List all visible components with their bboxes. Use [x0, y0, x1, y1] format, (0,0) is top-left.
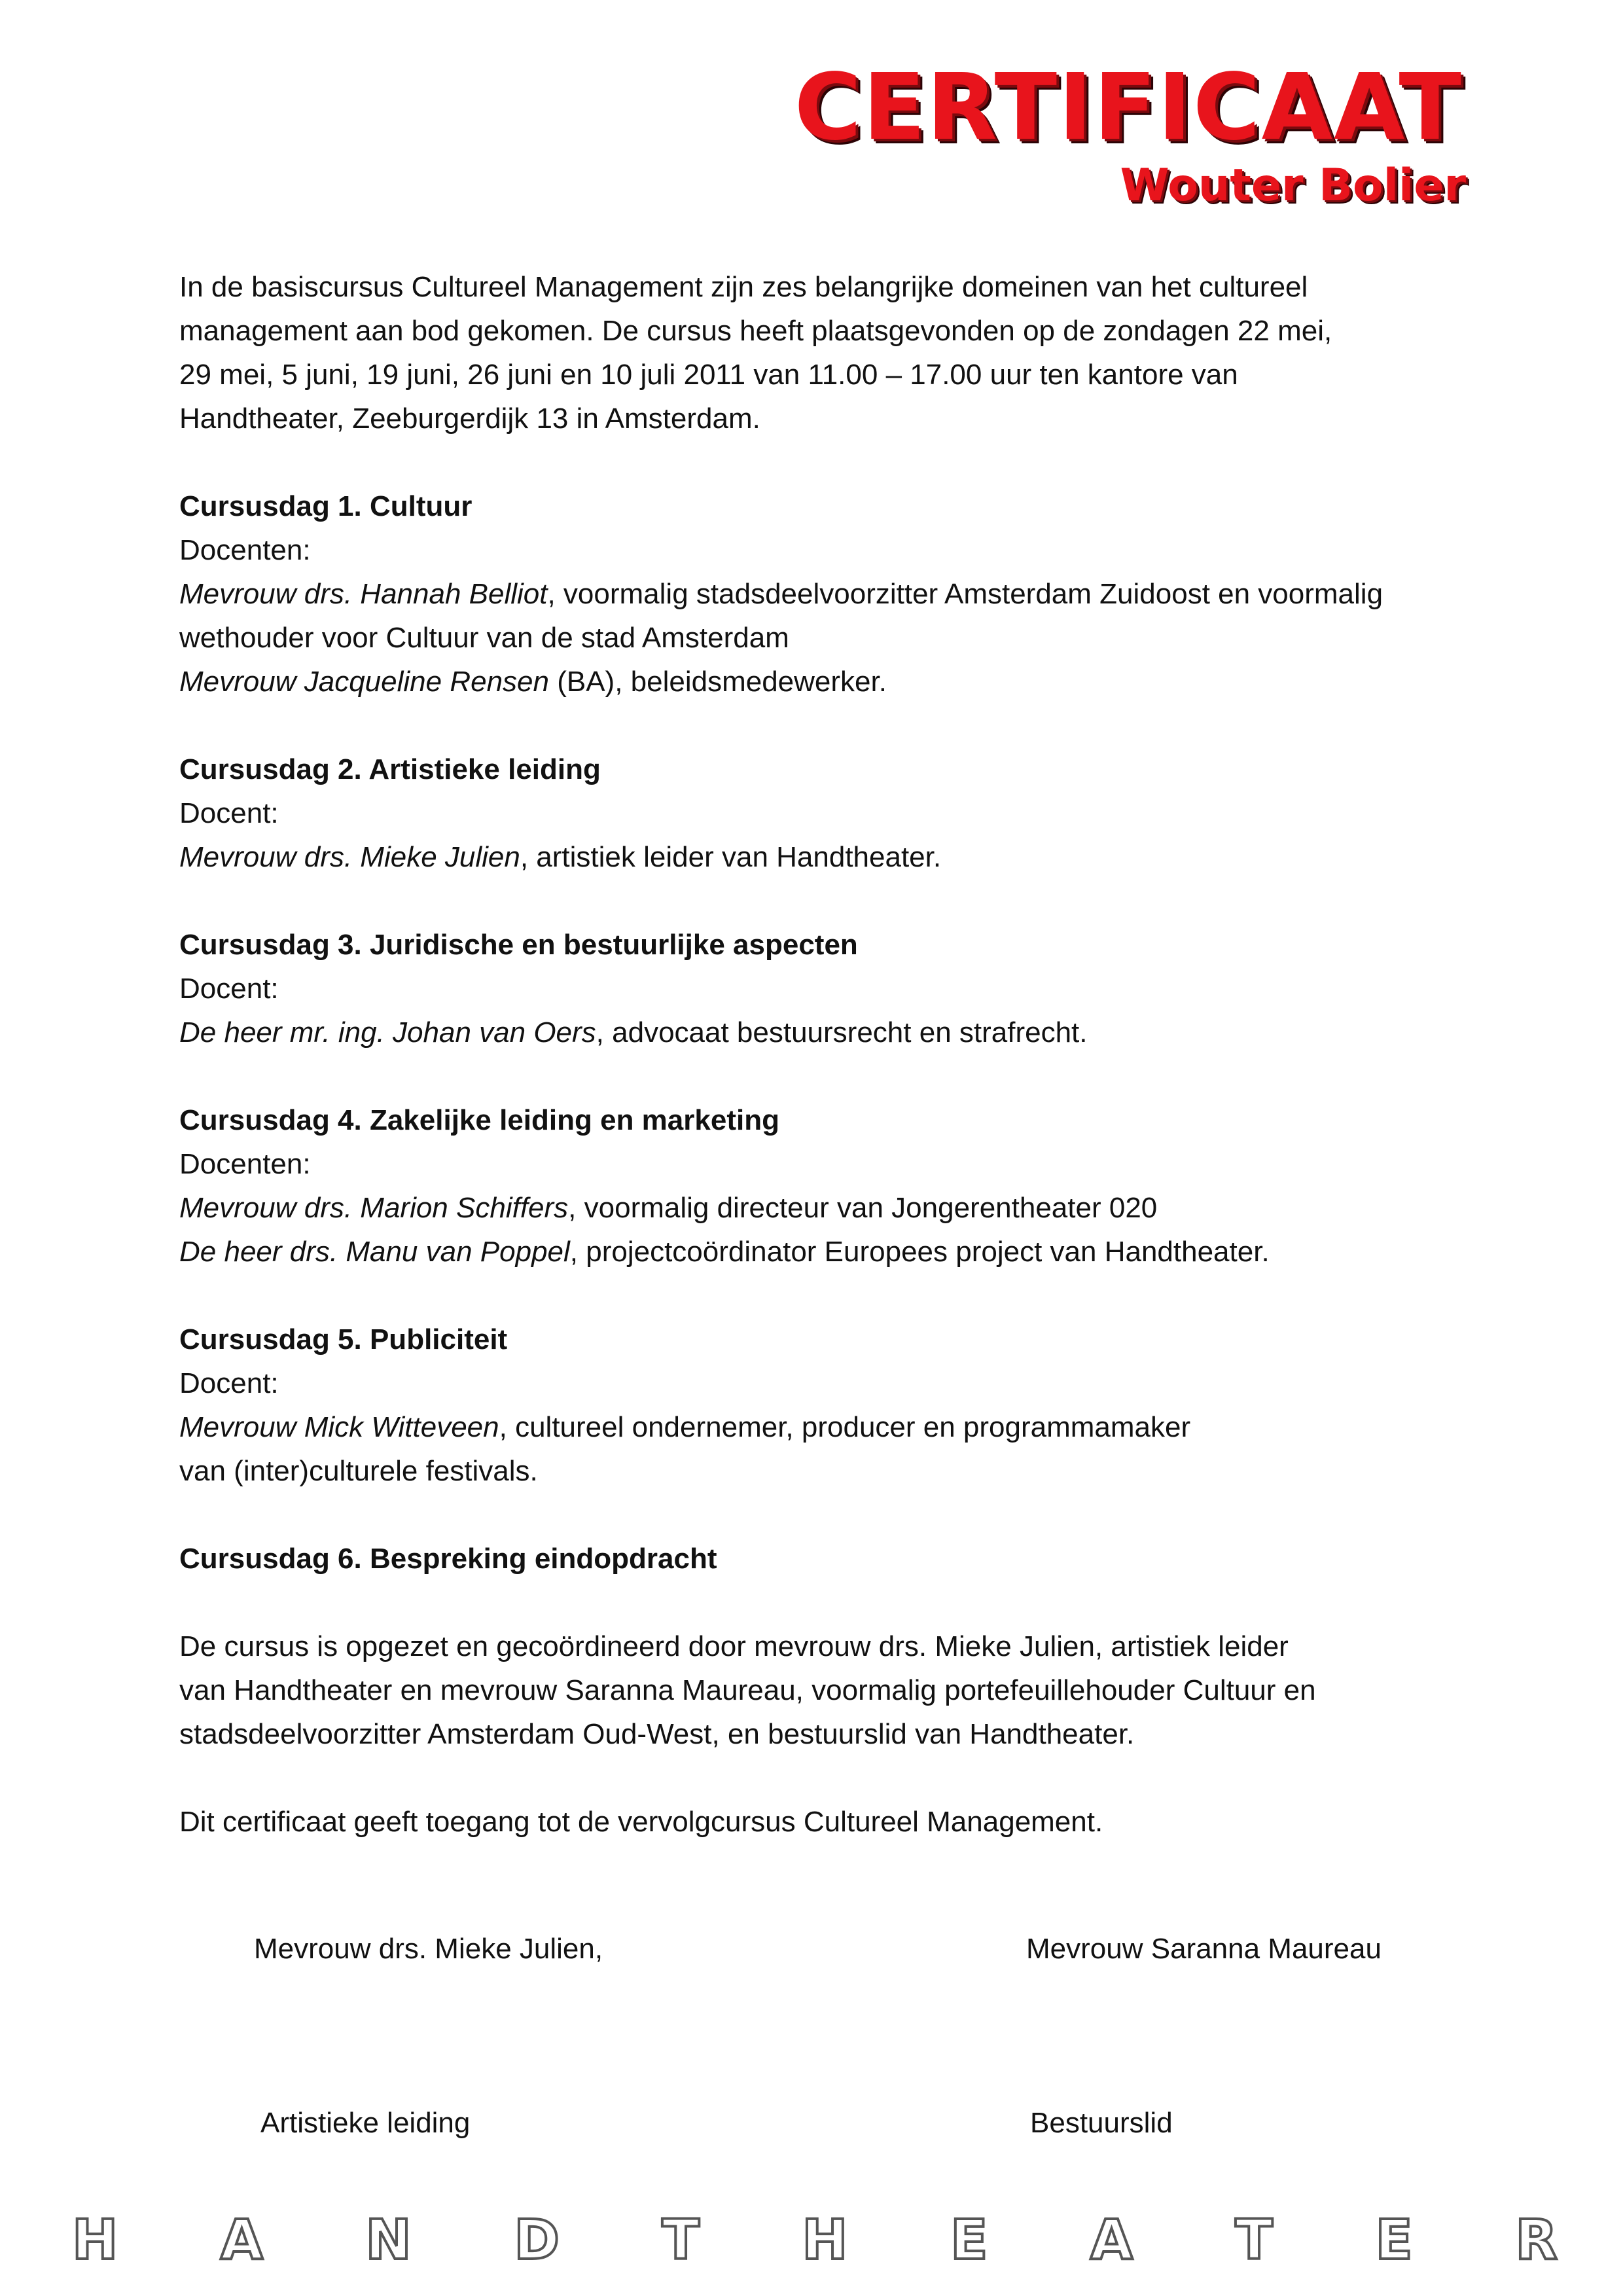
course-day-title: Cursusdag 5. Publiciteit — [179, 1323, 508, 1355]
course-day-title: Cursusdag 6. Bespreking eindopdracht — [179, 1543, 717, 1575]
signature-left-name: Mevrouw drs. Mieke Julien, — [254, 1933, 603, 1965]
footer-letter: A — [1090, 2208, 1133, 2272]
teacher-name: Mevrouw drs. Marion Schiffers — [179, 1192, 569, 1224]
teacher-line — [179, 835, 1462, 879]
teacher-line — [179, 1449, 1462, 1493]
signature-left-role: Artistieke leiding — [260, 2107, 471, 2139]
closing-line: van Handtheater en mevrouw Saranna Maureau, voormalig portefeuillehouder Cultuur en — [179, 1674, 1316, 1706]
footer-letter: N — [365, 2208, 412, 2272]
handtheater-footer-logo — [72, 2208, 1558, 2272]
access-note: Dit certificaat geeft toegang tot de vervolgcursus Cultureel Management. — [179, 1806, 1103, 1838]
intro-line: Handtheater, Zeeburgerdijk 13 in Amsterdam. — [179, 403, 760, 435]
teacher-line — [179, 1011, 1462, 1054]
teacher-description: wethouder voor Cultuur van de stad Amsterdam — [179, 622, 789, 654]
teacher-line — [179, 1186, 1462, 1230]
intro-line: In de basiscursus Cultureel Management zijn zes belangrijke domeinen van het cultureel — [179, 271, 1308, 303]
teacher-line — [179, 572, 1462, 616]
teacher-description: , voormalig directeur van Jongerentheater 020 — [568, 1192, 1158, 1224]
footer-letter: A — [220, 2208, 263, 2272]
footer-letter: E — [1375, 2208, 1413, 2272]
signature-right-name: Mevrouw Saranna Maureau — [1026, 1933, 1382, 1965]
teacher-heading: Docenten: — [179, 534, 311, 566]
teacher-line — [179, 1230, 1462, 1274]
teacher-line — [179, 1405, 1462, 1449]
teacher-description: , artistiek leider van Handtheater. — [520, 841, 942, 873]
closing-line: De cursus is opgezet en gecoördineerd door mevrouw drs. Mieke Julien, artistiek leider — [179, 1630, 1289, 1662]
intro-line: 29 mei, 5 juni, 19 juni, 26 juni en 10 juli 2011 van 11.00 – 17.00 uur ten kantore van — [179, 359, 1238, 391]
footer-letter: H — [72, 2208, 118, 2272]
footer-letter: D — [514, 2208, 560, 2272]
footer-letter: R — [1515, 2208, 1558, 2272]
teacher-description: , voormalig stadsdeelvoorzitter Amsterdam Zuidoost en voormalig — [547, 578, 1383, 610]
intro-line: management aan bod gekomen. De cursus heeft plaatsgevonden op de zondagen 22 mei, — [179, 315, 1332, 347]
teacher-description: , projectcoördinator Europees project van Handtheater. — [569, 1236, 1270, 1268]
footer-letter: H — [802, 2208, 848, 2272]
recipient-name: Wouter Bolier — [1120, 160, 1466, 211]
teacher-description: (BA), beleidsmedewerker. — [548, 666, 887, 698]
teacher-name: Mevrouw drs. Hannah Belliot — [179, 578, 548, 610]
footer-letter: T — [662, 2208, 700, 2272]
course-day-title: Cursusdag 2. Artistieke leiding — [179, 753, 601, 785]
signature-right-role: Bestuurslid — [1030, 2107, 1173, 2139]
footer-letter: E — [950, 2208, 988, 2272]
teacher-description: , cultureel ondernemer, producer en programmamaker — [499, 1411, 1191, 1443]
course-day-title: Cursusdag 4. Zakelijke leiding en marketing — [179, 1104, 779, 1136]
teacher-description: van (inter)culturele festivals. — [179, 1455, 538, 1487]
teacher-name: Mevrouw Jacqueline Rensen — [179, 666, 549, 698]
closing-line: stadsdeelvoorzitter Amsterdam Oud-West, en bestuurslid van Handtheater. — [179, 1718, 1135, 1750]
certificate-title: CERTIFICAAT — [794, 54, 1463, 161]
teacher-line — [179, 660, 1462, 704]
teacher-name: Mevrouw Mick Witteveen — [179, 1411, 499, 1443]
teacher-name: De heer drs. Manu van Poppel — [179, 1236, 570, 1268]
footer-letter: T — [1235, 2208, 1273, 2272]
teacher-name: De heer mr. ing. Johan van Oers — [179, 1016, 596, 1049]
teacher-line — [179, 616, 1462, 660]
teacher-heading: Docenten: — [179, 1148, 311, 1180]
certificate-body — [179, 265, 1462, 1844]
teacher-heading: Docent: — [179, 973, 279, 1005]
course-day-title: Cursusdag 1. Cultuur — [179, 490, 473, 522]
teacher-name: Mevrouw drs. Mieke Julien — [179, 841, 520, 873]
course-day-title: Cursusdag 3. Juridische en bestuurlijke aspecten — [179, 929, 858, 961]
teacher-heading: Docent: — [179, 1367, 279, 1399]
teacher-heading: Docent: — [179, 797, 279, 829]
teacher-description: , advocaat bestuursrecht en strafrecht. — [596, 1016, 1088, 1049]
